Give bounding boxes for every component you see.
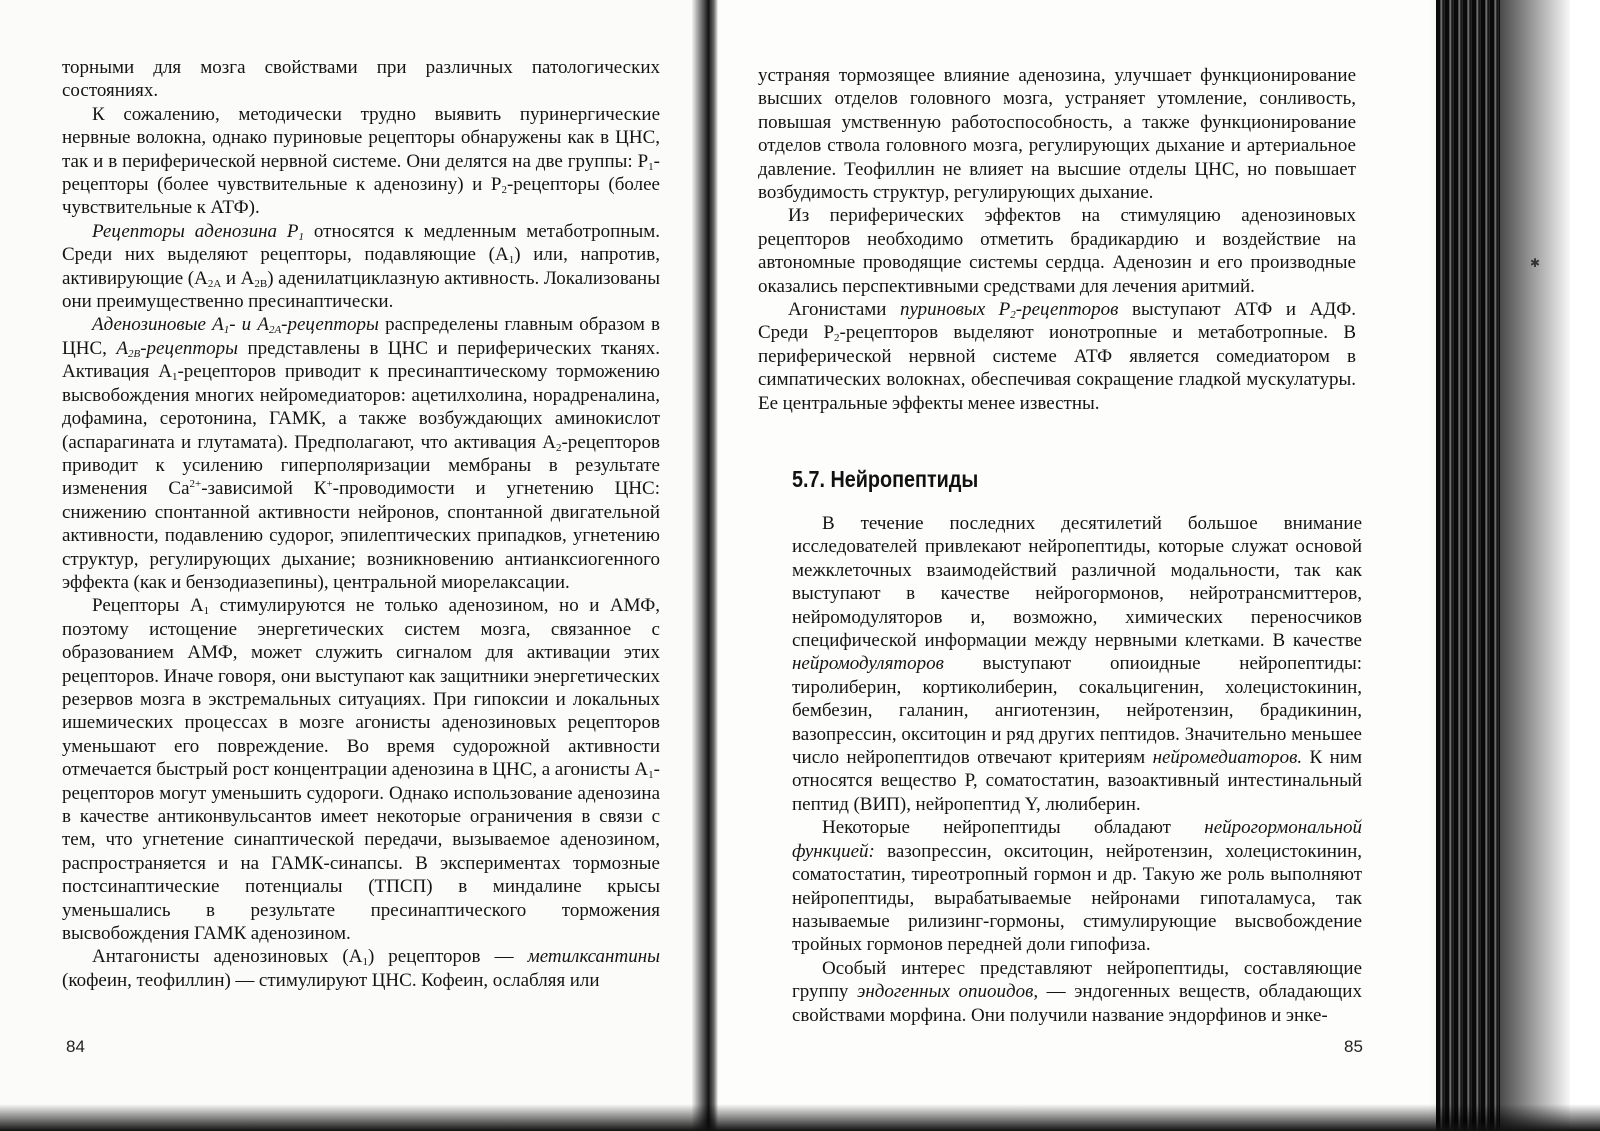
right-page-top-text <box>758 64 1356 415</box>
paragraph: Некоторые нейропептиды обладают нейрогормональной функцией: вазопрессин, окситоцин, нейротензин, холецистокинин, соматостатин, тиреотропный гормон и др. Такую же роль выполняют нейропептиды, вырабатываемые нейронами гипоталамуса, так называемые рилизинг-гормоны, стимулирующие высвобождение тройных гормонов передней доли гипофиза. <box>792 817 1362 956</box>
page-number-right: 85 <box>1344 1037 1363 1056</box>
paragraph: В течение последних десятилетий большое внимание исследователей привлекают нейропептиды, которые служат основой межклеточных взаимодействий различной модальности, так как выступают в качестве нейрогормонов, нейротрансмиттеров, нейромодуляторов и, возможно, химических переносчиков специфической информации между нервными клетками. В качестве нейромодуляторов выступают опиоидные нейропептиды: тиролиберин, кортиколиберин, сокальцигенин, холецистокинин, бембезин, галанин, ангиотензин, нейротензин, брадикинин, вазопрессин, окситоцин и ряд других пептидов. Значительно меньшее число нейропептидов отвечают критериям нейромедиаторов. К ним относятся вещество Р, соматостатин, вазоактивный интестинальный пептид (ВИП), нейропептид Y, люлиберин. <box>792 513 1362 815</box>
paragraph: Аденозиновые $А_1-$ и $А_{2А}$-рецепторы распределены главным образом в ЦНС, $А_{2В}$-рецепторы представлены в ЦНС и периферических тканях. Активация $А_1$-рецепторов приводит к пресинаптическому торможению высвобождения многих нейромедиаторов: ацетилхолина, норадреналина, дофамина, серотонина, ГАМК, а также возбуждающих аминокислот (аспарагината и глутамата). Предполагают, что активация $А_2$-рецепторов приводит к усилению гиперполяризации мембраны в результате изменения $Са^{2+}$-зависимой К+-проводимости и угнетению ЦНС: снижению спонтанной активности нейронов, спонтанной двигательной активности, подавлению судорог, эпилептических припадков, угнетению структур, регулирующих дыхание; возникновению антианксиогенного эффекта (как и бензодиазепины), центральной миорелаксации. <box>62 314 661 593</box>
paragraph: устраняя тормозящее влияние аденозина, улучшает функционирование высших отделов головного мозга, устраняет утомление, сонливость, повышая умственную работоспособность, а также функционирование отделов ствола головного мозга, регулирующих дыхание и артериальное давление. Теофиллин не влияет на высшие отделы ЦНС, но повышает возбудимость структур, регулирующих дыхание. <box>758 65 1356 204</box>
book-spine-edge <box>1436 0 1500 1131</box>
paragraph: торными для мозга свойствами при различных патологических состояниях. <box>62 57 660 102</box>
book-gutter-right <box>708 0 718 1131</box>
paragraph: Из периферических эффектов на стимуляцию аденозиновых рецепторов необходимо отметить брадикардию и воздействие на автономные проводящие системы сердца. Аденозин и его производные оказались перспективными средствами для лечения аритмий. <box>758 205 1356 297</box>
book-spine-shadow <box>1500 0 1570 1131</box>
left-page-text <box>62 56 660 992</box>
paragraph: Рецепторы $А_1$ стимулируются не только аденозином, но и АМФ, поэтому истощение энергетических систем мозга, связанное с образованием АМФ, может служить сигналом для активации этих рецепторов. Иначе говоря, они выступают как защитники энергетических резервов мозга в экстремальных ситуациях. При гипоксии и локальных ишемических процессах в мозге агонисты аденозиновых рецепторов уменьшают его повреждение. Во время судорожной активности отмечается быстрый рост концентрации аденозина в ЦНС, а агонисты $А_1$-рецепторов могут уменьшить судороги. Однако использование аденозина в качестве антиконвульсантов имеет некоторые ограничения в связи с тем, что угнетение синаптической передачи, вызываемое аденозином, распространяется и на ГАМК-синапсы. В экспериментах тормозные постсинаптические потенциалы (ТПСП) в миндалине крысы уменьшались в результате пресинаптического торможения высвобождения ГАМК аденозином. <box>62 595 661 945</box>
scan-bottom-shadow <box>0 1104 1600 1131</box>
paragraph: Антагонисты аденозиновых $(А_1)$ рецепторов — метилксантины (кофеин, теофиллин) — стимулируют ЦНС. Кофеин, ослабляя или <box>62 946 660 991</box>
page-number-left: 84 <box>66 1037 85 1056</box>
paragraph: К сожалению, методически трудно выявить пуринергические нервные волокна, однако пуриновые рецепторы обнаружены как в ЦНС, так и в периферической нервной системе. Они делятся на две группы: $Р_1$-рецепторы (более чувствительные к аденозину) и $Р_2$-рецепторы (более чувствительные к АТФ). <box>62 103 660 219</box>
scan-speck: ✱ <box>1530 256 1541 270</box>
right-page-section-text <box>792 512 1362 1027</box>
paragraph: Агонистами пуриновых $Р_2$-рецепторов выступают АТФ и АДФ. Среди $Р_2$-рецепторов выделяют ионотропные и метаботропные. В периферической нервной системе АТФ является сомедиатором в симпатических волокнах, обеспечивая сокращение гладкой мускулатуры. Ее центральные эффекты менее известны. <box>758 299 1356 414</box>
book-gutter-left <box>692 0 708 1131</box>
paragraph: Особый интерес представляют нейропептиды, составляющие группу эндогенных опиоидов, — эндогенных веществ, обладающих свойствами морфина. Они получили название эндорфинов и энке- <box>792 957 1362 1026</box>
paragraph: Рецепторы аденозина $Р_1$ относятся к медленным метаботропным. Среди них выделяют рецепторы, подавляющие $(А_1)$ или, напротив, активирующие ($А_{2А}$ и $А_{2В}$) аденилатциклазную активность. Локализованы они преимущественно пресинаптически. <box>62 220 661 313</box>
section-heading: 5.7. Нейропептиды <box>792 466 979 492</box>
